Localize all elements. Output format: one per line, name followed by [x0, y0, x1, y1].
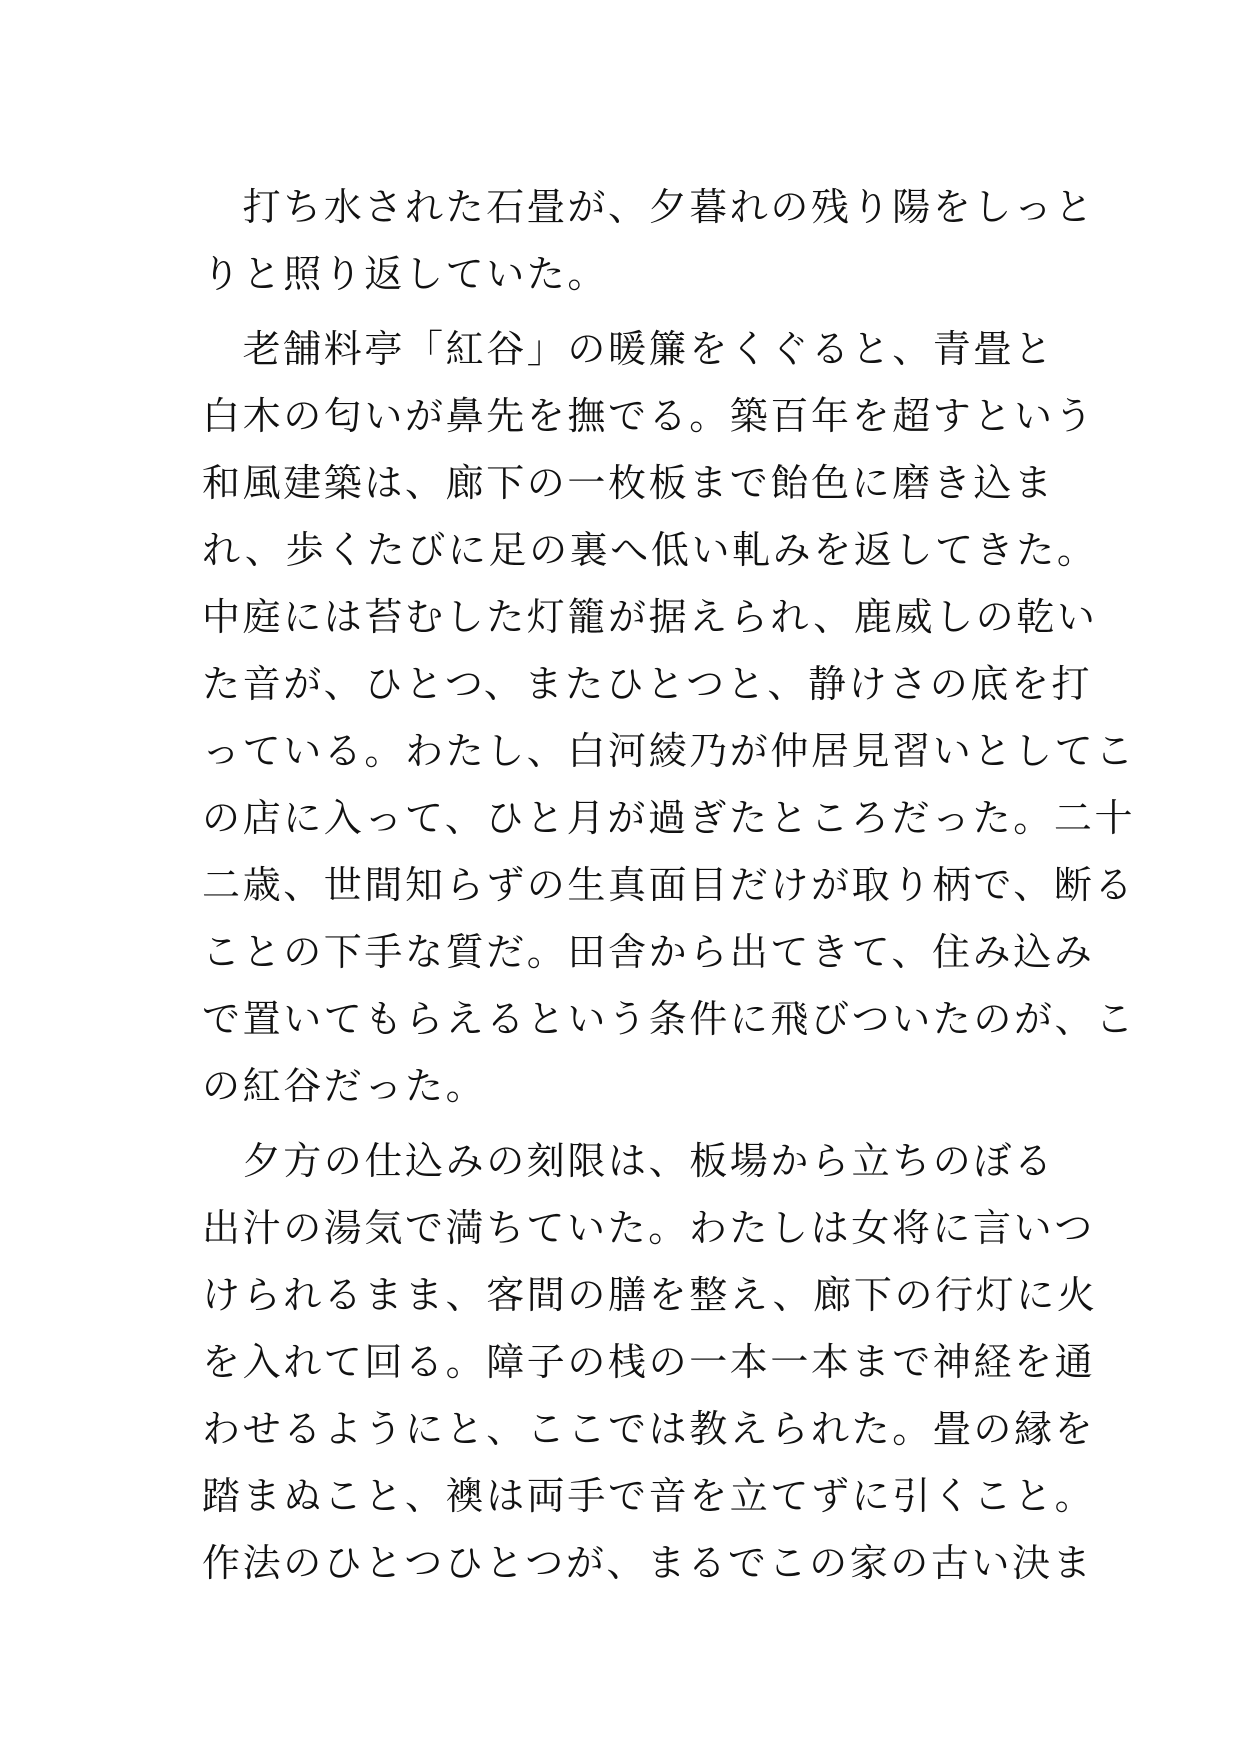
- text-line: 二歳、世間知らずの生真面目だけが取り柄で、断る: [202, 863, 1136, 907]
- paragraph-2: [202, 316, 1136, 1120]
- text-line: 踏まぬこと、襖は両手で音を立てずに引くこと。: [202, 1474, 1096, 1518]
- text-line: た音が、ひとつ、またひとつと、静けさの底を打: [202, 662, 1093, 706]
- text-line: 中庭には苔むした灯籠が据えられ、鹿威しの乾い: [202, 595, 1098, 639]
- text-line: りと照り返していた。: [202, 252, 609, 296]
- text-line: ことの下手な質だ。田舎から出てきて、住み込み: [202, 930, 1095, 974]
- text-line: っている。わたし、白河綾乃が仲居見習いとしてこ: [202, 729, 1136, 773]
- text-line: 打ち水された石畳が、夕暮れの残り陽をしっと: [202, 185, 1096, 229]
- text-line: の紅谷だった。: [202, 1064, 487, 1108]
- paragraph-3: [202, 1128, 1098, 1597]
- text-line: を入れて回る。障子の桟の一本一本まで神経を通: [202, 1340, 1096, 1384]
- text-line: 作法のひとつひとつが、まるでこの家の古い決ま: [202, 1541, 1094, 1585]
- text-line: わせるようにと、ここでは教えられた。畳の縁を: [202, 1407, 1096, 1451]
- text-line: 和風建築は、廊下の一枚板まで飴色に磨き込ま: [202, 461, 1055, 505]
- text-line: れ、歩くたびに足の裏へ低い軋みを返してきた。: [202, 528, 1098, 572]
- text-line: 老舗料亭「紅谷」の暖簾をくぐると、青畳と: [202, 327, 1055, 371]
- text-line: 白木の匂いが鼻先を撫でる。築百年を超すという: [202, 394, 1096, 438]
- text-line: の店に入って、ひと月が過ぎたところだった。二十: [202, 796, 1136, 840]
- text-line: 夕方の仕込みの刻限は、板場から立ちのぼる: [202, 1139, 1055, 1183]
- text-line: 出汁の湯気で満ちていた。わたしは女将に言いつ: [202, 1206, 1095, 1250]
- text-line: けられるまま、客間の膳を整え、廊下の行灯に火: [202, 1273, 1098, 1317]
- text-line: で置いてもらえるという条件に飛びついたのが、こ: [202, 997, 1136, 1041]
- body-text: [202, 174, 1136, 1597]
- paragraph-1: [202, 174, 1096, 308]
